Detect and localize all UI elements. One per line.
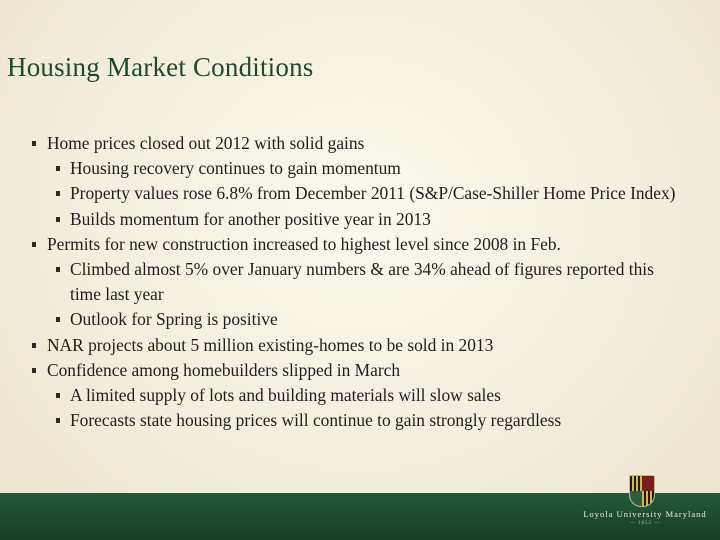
bullet-marker-icon [56,418,60,423]
bullet-text: Forecasts state housing prices will continue to gain strongly regardless [70,410,562,431]
bullet-text: NAR projects about 5 million existing-homes to be sold in 2013 [47,334,494,355]
bullet-level-1 [28,333,688,358]
bullet-level-1 [28,232,688,257]
bullet-marker-icon [32,242,36,247]
bullet-marker-icon [56,267,60,272]
bullet-text: Housing recovery continues to gain momentum [70,158,401,179]
bullet-marker-icon [56,317,60,322]
slide-title: Housing Market Conditions [7,52,314,82]
bullet-level-2 [28,181,688,206]
bullet-marker-icon [56,191,60,196]
bullet-level-2 [28,207,688,232]
bullet-level-2 [28,156,688,181]
bullet-text: Builds momentum for another positive year in 2013 [70,208,431,229]
logo-year: — 1852 — [629,521,661,526]
bullet-text: Permits for new construction increased to highest level since 2008 in Feb. [47,233,561,254]
bullet-text: Confidence among homebuilders slipped in March [47,359,401,380]
bullet-text: Property values rose 6.8% from December 2011 (S&P/Case-Shiller Home Price Index) [70,183,676,204]
bullet-marker-icon [32,141,36,146]
bullet-text: Home prices closed out 2012 with solid gains [47,133,365,153]
crest-icon [629,475,655,507]
bullet-level-1 [28,131,688,156]
university-logo [574,475,716,537]
bullet-level-1 [28,358,688,383]
bullet-level-2 [28,307,688,332]
bullet-marker-icon [32,343,36,348]
bullet-text: Outlook for Spring is positive [70,309,278,330]
bullet-level-2 [28,383,688,408]
bullet-list [28,131,688,433]
bullet-level-2 [28,408,688,433]
bullet-text: A limited supply of lots and building materials will slow sales [70,385,501,406]
bullet-level-2 [28,257,688,307]
bullet-marker-icon [56,166,60,171]
bullet-text: Climbed almost 5% over January numbers & are 34% ahead of figures reported this time last year [70,259,654,305]
bullet-marker-icon [56,393,60,398]
bullet-marker-icon [32,368,36,373]
logo-wordmark: Loyola University Maryland [583,509,707,519]
bullet-marker-icon [56,217,60,222]
